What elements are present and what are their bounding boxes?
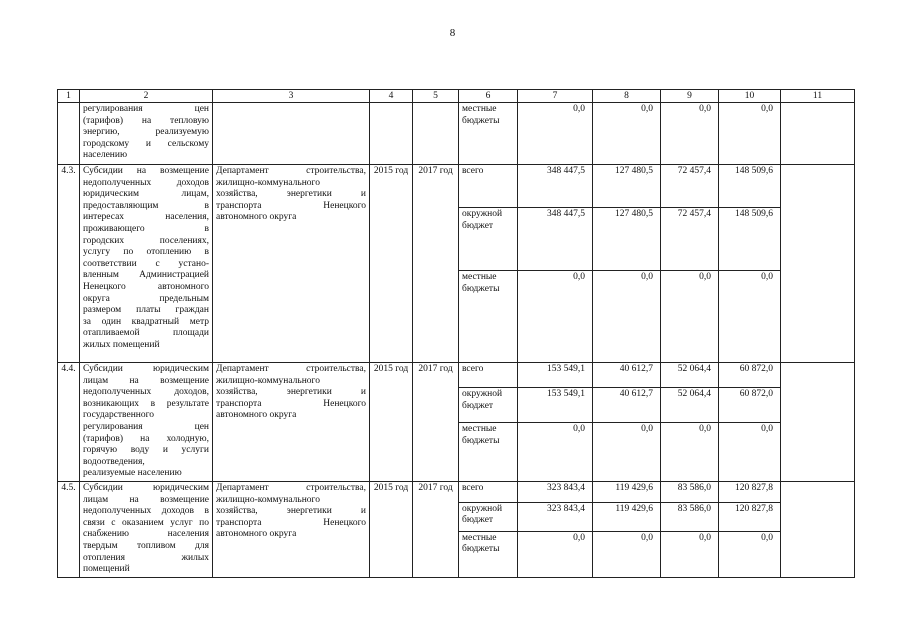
text-line: хозяйства, энергетики и — [216, 506, 366, 517]
empty-cell — [781, 481, 855, 577]
text-line: вленным Администрацией — [83, 270, 209, 281]
value-cell: 52 064,4 — [661, 363, 719, 388]
text-line: хозяйства, энергетики и — [216, 387, 366, 398]
funding-row — [58, 165, 855, 208]
text-line: Ненецкого автономного — [83, 281, 209, 292]
funding-source: окружной бюджет — [459, 208, 518, 271]
value-cell: 348 447,5 — [518, 165, 593, 208]
header-row — [58, 90, 855, 103]
value-cell: 0,0 — [593, 531, 661, 577]
value-cell: 153 549,1 — [518, 388, 593, 423]
funding-source: всего — [459, 481, 518, 502]
text-line: недополученных доходов — [83, 177, 209, 188]
text-line: предоставляющим в — [83, 200, 209, 211]
text-line: помещений — [83, 564, 130, 575]
value-cell: 83 586,0 — [661, 481, 719, 502]
end-year: 2017 год — [413, 481, 459, 577]
column-header: 11 — [781, 90, 855, 103]
text-line: Субсидии юридическим — [83, 482, 209, 493]
text-line: автономного округа — [216, 529, 297, 540]
text-line: автономного округа — [216, 212, 297, 223]
value-cell: 119 429,6 — [593, 481, 661, 502]
column-header: 8 — [593, 90, 661, 103]
start-year: 2015 год — [370, 363, 413, 482]
column-header: 5 — [413, 90, 459, 103]
measure-name — [80, 165, 213, 363]
text-line: соответствии с устано- — [83, 258, 209, 269]
value-cell: 72 457,4 — [661, 165, 719, 208]
value-cell: 72 457,4 — [661, 208, 719, 271]
text-line: жилищно-коммунального — [216, 177, 320, 188]
text-line: недополученных доходов, — [83, 387, 209, 398]
funding-source: местные бюджеты — [459, 531, 518, 577]
empty-cell — [781, 363, 855, 482]
end-year — [413, 103, 459, 165]
value-cell: 0,0 — [719, 423, 781, 482]
column-header: 6 — [459, 90, 518, 103]
value-cell: 0,0 — [719, 103, 781, 165]
start-year: 2015 год — [370, 481, 413, 577]
funding-source: всего — [459, 363, 518, 388]
text-line: жилищно-коммунального — [216, 375, 320, 386]
funding-source: окружной бюджет — [459, 502, 518, 531]
text-line: (тарифов) на тепловую — [83, 115, 209, 126]
text-line: Департамент строительства, — [216, 482, 366, 493]
column-header: 1 — [58, 90, 80, 103]
text-line: горячую воду и услуги — [83, 445, 209, 456]
value-cell: 0,0 — [593, 103, 661, 165]
column-header: 7 — [518, 90, 593, 103]
row-id: 4.4. — [58, 363, 80, 482]
text-line: автономного округа — [216, 410, 297, 421]
empty-cell — [781, 165, 855, 363]
value-cell: 83 586,0 — [661, 502, 719, 531]
executor — [213, 481, 370, 577]
text-line: Субсидии на возмещение — [83, 166, 209, 176]
text-line: регулирования цен — [83, 104, 209, 114]
text-line: энергию, реализуемую — [83, 127, 209, 138]
text-line: Департамент строительства, — [216, 166, 366, 176]
value-cell: 0,0 — [719, 531, 781, 577]
value-cell: 323 843,4 — [518, 502, 593, 531]
text-line: недополученных доходов в — [83, 506, 209, 517]
text-line: округа предельным — [83, 293, 209, 304]
value-cell: 323 843,4 — [518, 481, 593, 502]
text-line: регулирования цен — [83, 421, 209, 432]
funding-source: местные бюджеты — [459, 423, 518, 482]
funding-source: всего — [459, 165, 518, 208]
text-line: транспорта Ненецкого — [216, 398, 366, 409]
executor — [213, 363, 370, 482]
funding-source: окружной бюджет — [459, 388, 518, 423]
value-cell: 0,0 — [518, 103, 593, 165]
funding-row — [58, 363, 855, 388]
text-line: проживающего в — [83, 223, 209, 234]
continuation-row — [58, 103, 855, 165]
value-cell: 120 827,8 — [719, 502, 781, 531]
text-line: транспорта Ненецкого — [216, 517, 366, 528]
text-line: водоотведения, — [83, 456, 145, 467]
value-cell: 0,0 — [593, 271, 661, 363]
row-id — [58, 103, 80, 165]
empty-cell — [781, 103, 855, 165]
value-cell: 0,0 — [661, 271, 719, 363]
text-line: городскому и сельскому — [83, 138, 209, 149]
text-line: отопления жилых — [83, 552, 209, 563]
page-number: 8 — [449, 27, 456, 39]
value-cell: 60 872,0 — [719, 388, 781, 423]
text-line: снабжению населения — [83, 529, 209, 540]
text-line: Субсидии юридическим — [83, 364, 209, 374]
text-line: жилищно-коммунального — [216, 494, 320, 505]
value-cell: 120 827,8 — [719, 481, 781, 502]
text-line: населению — [83, 150, 128, 161]
table-body — [58, 90, 855, 578]
text-line: услугу по отоплению в — [83, 247, 209, 258]
value-cell: 127 480,5 — [593, 165, 661, 208]
measure-name — [80, 481, 213, 577]
value-cell: 127 480,5 — [593, 208, 661, 271]
column-header: 4 — [370, 90, 413, 103]
text-line: жилых помещений — [83, 339, 160, 350]
executor — [213, 103, 370, 165]
measure-name — [80, 363, 213, 482]
text-line: хозяйства, энергетики и — [216, 189, 366, 200]
end-year: 2017 год — [413, 165, 459, 363]
measure-name — [80, 103, 213, 165]
end-year: 2017 год — [413, 363, 459, 482]
text-line: возникающих в результате — [83, 398, 209, 409]
value-cell: 0,0 — [661, 531, 719, 577]
text-line: лицам на возмещение — [83, 494, 209, 505]
column-header: 9 — [661, 90, 719, 103]
value-cell: 52 064,4 — [661, 388, 719, 423]
column-header: 3 — [213, 90, 370, 103]
text-line: интересах населения, — [83, 212, 209, 223]
text-line: городских поселениях, — [83, 235, 209, 246]
value-cell: 119 429,6 — [593, 502, 661, 531]
text-line: лицам на возмещение — [83, 375, 209, 386]
text-line: отапливаемой площади — [83, 328, 209, 339]
funding-source: местные бюджеты — [459, 271, 518, 363]
row-id: 4.5. — [58, 481, 80, 577]
value-cell: 40 612,7 — [593, 363, 661, 388]
text-line: реализуемые населению — [83, 468, 182, 479]
row-id: 4.3. — [58, 165, 80, 363]
funding-source: местные бюджеты — [459, 103, 518, 165]
value-cell: 148 509,6 — [719, 208, 781, 271]
start-year — [370, 103, 413, 165]
value-cell: 0,0 — [661, 103, 719, 165]
funding-row — [58, 481, 855, 502]
value-cell: 0,0 — [518, 423, 593, 482]
start-year: 2015 год — [370, 165, 413, 363]
value-cell: 0,0 — [661, 423, 719, 482]
text-line: твердым топливом для — [83, 540, 209, 551]
value-cell: 40 612,7 — [593, 388, 661, 423]
value-cell: 348 447,5 — [518, 208, 593, 271]
value-cell: 0,0 — [518, 271, 593, 363]
text-line: (тарифов) на холодную, — [83, 433, 209, 444]
text-line: государственного — [83, 410, 155, 421]
text-line: юридическим лицам, — [83, 189, 209, 200]
value-cell: 0,0 — [719, 271, 781, 363]
text-line: связи с оказанием услуг по — [83, 517, 209, 528]
value-cell: 153 549,1 — [518, 363, 593, 388]
column-header: 10 — [719, 90, 781, 103]
text-line: размером платы граждан — [83, 305, 209, 316]
program-table — [57, 89, 855, 578]
text-line: Департамент строительства, — [216, 364, 366, 374]
value-cell: 0,0 — [593, 423, 661, 482]
value-cell: 0,0 — [518, 531, 593, 577]
value-cell: 60 872,0 — [719, 363, 781, 388]
column-header: 2 — [80, 90, 213, 103]
text-line: транспорта Ненецкого — [216, 200, 366, 211]
value-cell: 148 509,6 — [719, 165, 781, 208]
text-line: за один квадратный метр — [83, 316, 209, 327]
executor — [213, 165, 370, 363]
